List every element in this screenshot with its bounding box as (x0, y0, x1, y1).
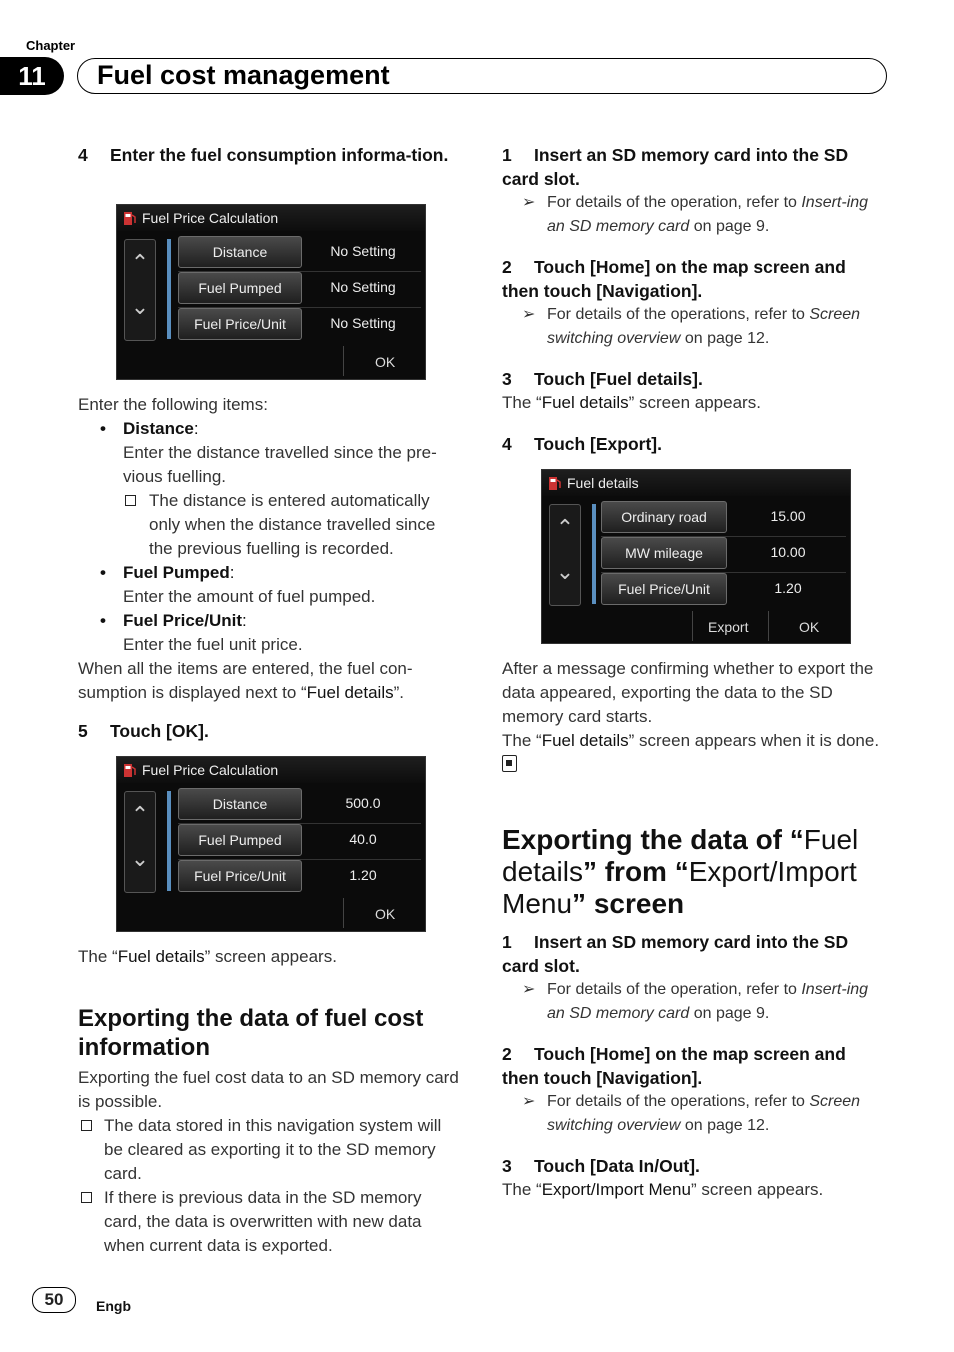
right-column-bottom (502, 824, 884, 1202)
fuel-price-unit-value: 1.20 (349, 867, 377, 883)
after-message-text: After a message confirming whether to export the data appeared, exporting the data to the SD memory card starts. (502, 659, 874, 726)
arrow-right-icon: ➢ (522, 194, 536, 211)
arrow-right-icon: ➢ (522, 306, 536, 323)
ref-screen-switching: ➢ For details of the operations, refer to Screen switching overview on page 12. (502, 303, 884, 351)
footer-divider (768, 611, 769, 641)
fuel-price-unit-button[interactable]: Fuel Price/Unit (178, 308, 302, 340)
fuel-pumped-button[interactable]: Fuel Pumped (178, 824, 302, 856)
export-import-menu-appears: The “Export/Import Menu” screen appears. (502, 1180, 824, 1199)
scroll-bar[interactable] (592, 504, 596, 604)
screen-title: Fuel Price Calculation (142, 762, 279, 778)
language-code: Engb (96, 1298, 131, 1314)
checkbox-icon (125, 495, 136, 506)
right-column-middle (502, 657, 884, 777)
chapter-label: Chapter (26, 38, 76, 53)
note-data-overwritten: If there is previous data in the SD memory card, the data is overwritten with new data when current data is exported. (78, 1186, 460, 1258)
fuel-pump-icon (123, 210, 137, 226)
scroll-up-icon[interactable]: ⌃ (555, 515, 575, 540)
chapter-title: Fuel cost management (97, 60, 390, 90)
fuel-details-appears-text: The “Fuel details” screen appears. (78, 947, 337, 966)
fuel-price-unit-value: No Setting (330, 315, 396, 331)
fuel-price-calc-screen-2 (116, 756, 426, 932)
done-text: The “Fuel details” screen appears when it is done. (502, 729, 884, 777)
ok-button[interactable]: OK (375, 906, 396, 922)
left-column (78, 143, 460, 167)
step-1-insert-sd: 1 Insert an SD memory card into the SD card slot. (502, 145, 849, 189)
bullet-fuel-pumped: • Fuel Pumped: (100, 563, 235, 582)
ref-inserting-sd: ➢ For details of the operation, refer to Insert-ing an SD memory card on page 9. (502, 191, 884, 239)
ordinary-road-value: 15.00 (770, 508, 806, 524)
scroll-down-icon[interactable]: ⌄ (130, 846, 150, 871)
scroll-control (124, 791, 156, 893)
screen-header (117, 757, 425, 783)
footer-divider (343, 898, 344, 928)
section-intro: Exporting the fuel cost data to an SD memory card is possible. (78, 1068, 459, 1111)
step-4-touch-export: 4 Touch [Export]. (502, 434, 662, 454)
fuel-price-unit-button[interactable]: Fuel Price/Unit (601, 573, 727, 605)
fuel-details-screen (541, 469, 851, 644)
fuel-price-unit-button[interactable]: Fuel Price/Unit (178, 860, 302, 892)
fuel-details-appears: The “Fuel details” screen appears. (502, 393, 761, 412)
distance-button[interactable]: Distance (178, 788, 302, 820)
step-3-touch-fuel-details: 3 Touch [Fuel details]. (502, 369, 703, 389)
distance-value: 500.0 (345, 795, 381, 811)
screen-header (542, 470, 850, 496)
arrow-right-icon: ➢ (522, 1093, 536, 1110)
ref-screen-switching-2: ➢ For details of the operations, refer to Screen switching overview on page 12. (502, 1090, 884, 1138)
ref-inserting-sd-2: ➢ For details of the operation, refer to Insert-ing an SD memory card on page 9. (502, 978, 884, 1026)
mw-mileage-button[interactable]: MW mileage (601, 537, 727, 569)
step-2-touch-home-2: 2 Touch [Home] on the map screen and then touch [Navigation]. (502, 1044, 846, 1088)
fuel-pumped-button[interactable]: Fuel Pumped (178, 272, 302, 304)
when-all-entered-text: When all the items are entered, the fuel con-sumption is displayed next to “Fuel details”. (78, 659, 413, 702)
footer-divider (692, 611, 693, 641)
step-5-block (78, 719, 460, 743)
footer-divider (343, 346, 344, 376)
enter-items-block (78, 393, 460, 705)
fuel-pumped-value: 40.0 (349, 831, 377, 847)
fuel-pump-icon (123, 762, 137, 778)
screen-title: Fuel Price Calculation (142, 210, 279, 226)
page-number: 50 (32, 1287, 76, 1313)
right-column-top (502, 143, 884, 456)
mw-mileage-value: 10.00 (770, 544, 806, 560)
export-section (78, 1004, 460, 1258)
appears-block (78, 945, 460, 969)
distance-value: No Setting (330, 243, 396, 259)
scroll-control (124, 239, 156, 341)
ok-button[interactable]: OK (799, 619, 820, 635)
step-2-touch-home: 2 Touch [Home] on the map screen and then touch [Navigation]. (502, 257, 846, 301)
checkbox-icon (81, 1120, 92, 1131)
scroll-down-icon[interactable]: ⌄ (130, 294, 150, 319)
scroll-down-icon[interactable]: ⌄ (555, 559, 575, 584)
chapter-number: 11 (0, 57, 64, 95)
distance-button[interactable]: Distance (178, 236, 302, 268)
screen-title: Fuel details (567, 475, 639, 491)
distance-description: Enter the distance travelled since the pre-vious fuelling. (123, 443, 437, 486)
ok-button[interactable]: OK (375, 354, 396, 370)
fuel-price-calc-screen-1 (116, 204, 426, 380)
export-button[interactable]: Export (708, 619, 749, 635)
step-3-touch-data-in-out: 3 Touch [Data In/Out]. (502, 1156, 700, 1176)
checkbox-icon (81, 1192, 92, 1203)
scroll-bar[interactable] (167, 791, 171, 891)
bullet-fuel-price-unit: • Fuel Price/Unit: (100, 611, 247, 630)
fuel-price-unit-value: 1.20 (774, 580, 802, 596)
fuel-pumped-description: Enter the amount of fuel pumped. (123, 587, 376, 606)
section-heading: Exporting the data of “Fuel details” from “Export/Import Menu” screen (502, 824, 859, 919)
distance-note: The distance is entered automatically only when the distance travelled since the previous fuelling is recorded. (78, 489, 460, 561)
fuel-pump-icon (548, 475, 562, 491)
scroll-up-icon[interactable]: ⌃ (130, 250, 150, 275)
fuel-pumped-value: No Setting (330, 279, 396, 295)
fuel-price-unit-description: Enter the fuel unit price. (123, 635, 303, 654)
step-1-insert-sd-2: 1 Insert an SD memory card into the SD card slot. (502, 932, 849, 976)
scroll-control (549, 504, 581, 606)
ordinary-road-button[interactable]: Ordinary road (601, 501, 727, 533)
scroll-up-icon[interactable]: ⌃ (130, 802, 150, 827)
section-title: Exporting the data of fuel cost information (78, 1005, 424, 1061)
note-data-cleared: The data stored in this navigation system will be cleared as exporting it to the SD memory card. (78, 1114, 460, 1186)
screen-header (117, 205, 425, 231)
end-mark-icon (502, 755, 517, 772)
bullet-distance: • Distance: (100, 419, 199, 438)
scroll-bar[interactable] (167, 239, 171, 339)
arrow-right-icon: ➢ (522, 981, 536, 998)
step-5-touch-ok: 5 Touch [OK]. (78, 721, 209, 741)
step-4-enter-info: 4 Enter the fuel consumption informa-tion. (78, 145, 449, 165)
enter-items-text: Enter the following items: (78, 395, 268, 414)
